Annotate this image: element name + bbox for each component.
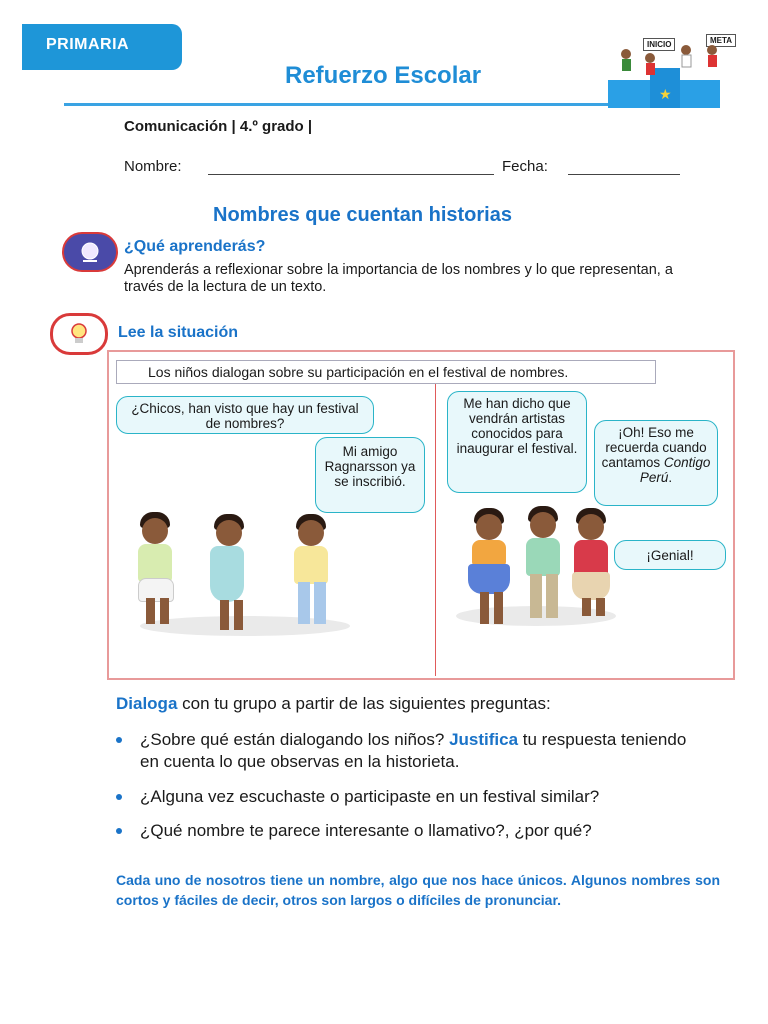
bullet-icon (116, 794, 122, 800)
date-label: Fecha: (502, 158, 548, 175)
bubble-period: . (668, 470, 673, 485)
speech-bubble: ¡Genial! (614, 540, 726, 570)
closing-paragraph: Cada uno de nosotros tiene un nombre, algo que nos hace únicos. Algunos nombres son cortos y fáciles de decir, otros son largos o difíciles de pronunciar. (116, 872, 720, 908)
runners-illustration (612, 40, 732, 84)
bullet-icon (116, 737, 122, 743)
subject-grade: Comunicación | 4.º grado | (124, 118, 313, 135)
goal-sign: META (706, 34, 736, 47)
star-icon: ★ (659, 86, 672, 102)
lightbulb-icon (50, 313, 108, 355)
question-3: ¿Qué nombre te parece interesante o llamativo?, ¿por qué? (140, 821, 592, 840)
questions-intro (116, 694, 551, 714)
speech-bubble: Me han dicho que vendrán artistas conocidos para inaugurar el festival. (447, 391, 587, 493)
name-label: Nombre: (124, 158, 182, 175)
page-title: Refuerzo Escolar (285, 62, 482, 89)
question-2: ¿Alguna vez escuchaste o participaste en un festival similar? (140, 787, 600, 806)
name-field-line[interactable] (208, 174, 494, 175)
q1-bold: Justifica (449, 730, 519, 749)
q1-text-b: tu respuesta teniendo en cuenta lo que observas en la historieta. (140, 730, 687, 771)
speech-bubble: ¿Chicos, han visto que hay un festival de nombres? (116, 396, 374, 434)
intro-text: con tu grupo a partir de las siguientes preguntas: (177, 694, 551, 713)
read-heading: Lee la situación (118, 324, 239, 341)
comic-caption: Los niños dialogan sobre su participación en el festival de nombres. (148, 364, 569, 380)
comic-divider (435, 384, 436, 676)
bullet-icon (116, 828, 122, 834)
bubble-text: ¡Oh! Eso me recuerda cuando cantamos (601, 425, 707, 470)
q1-text-a: ¿Sobre qué están dialogando los niños? (140, 730, 450, 749)
question-1 (140, 729, 700, 773)
song-title: Contigo Perú (639, 455, 711, 485)
intro-bold: Dialoga (116, 694, 178, 713)
brain-icon (62, 232, 118, 272)
start-sign: INICIO (643, 38, 675, 51)
date-field-line[interactable] (568, 174, 680, 175)
learn-heading: ¿Qué aprenderás? (124, 238, 266, 255)
primaria-label: PRIMARIA (46, 36, 130, 53)
speech-bubble (594, 420, 718, 506)
learn-text: Aprenderás a reflexionar sobre la importancia de los nombres y lo que representan, a través de la lectura de un texto. (124, 262, 673, 295)
lesson-title: Nombres que cuentan historias (213, 204, 512, 226)
speech-bubble: Mi amigo Ragnarsson ya se inscribió. (315, 437, 425, 513)
